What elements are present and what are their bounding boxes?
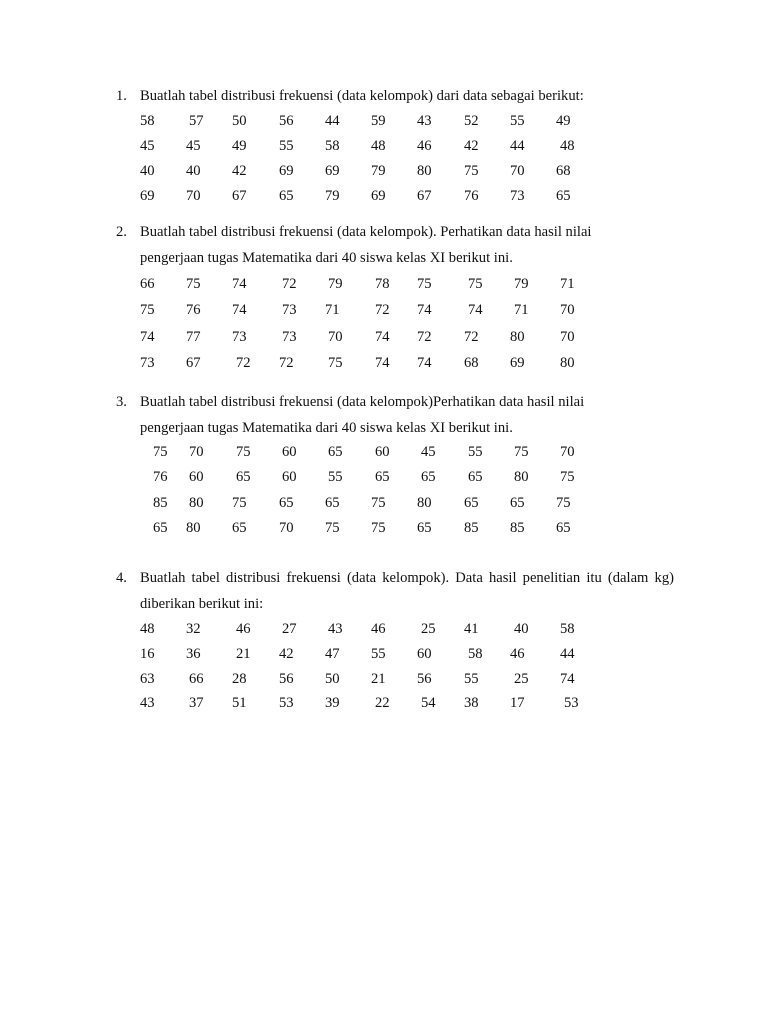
question-text: Buatlah tabel distribusi frekuensi (data kelompok). Perhatikan data hasil nilai bbox=[140, 224, 592, 240]
question-text: pengerjaan tugas Matematika dari 40 siswa kelas XI berikut ini. bbox=[140, 250, 513, 266]
data-value: 51 bbox=[232, 695, 247, 711]
data-value: 75 bbox=[464, 163, 479, 179]
data-value: 65 bbox=[464, 495, 479, 511]
data-value: 80 bbox=[186, 520, 201, 536]
data-value: 65 bbox=[232, 520, 247, 536]
data-value: 67 bbox=[232, 188, 247, 204]
data-value: 65 bbox=[417, 520, 432, 536]
data-value: 74 bbox=[417, 302, 432, 318]
data-value: 25 bbox=[514, 671, 529, 687]
data-value: 70 bbox=[560, 329, 575, 345]
data-row bbox=[0, 671, 768, 689]
data-value: 65 bbox=[375, 469, 390, 485]
data-row bbox=[0, 188, 768, 206]
data-value: 66 bbox=[189, 671, 204, 687]
data-value: 56 bbox=[417, 671, 432, 687]
data-value: 28 bbox=[232, 671, 247, 687]
data-value: 65 bbox=[510, 495, 525, 511]
data-value: 46 bbox=[236, 621, 251, 637]
data-value: 44 bbox=[560, 646, 575, 662]
data-value: 68 bbox=[464, 355, 479, 371]
data-value: 58 bbox=[468, 646, 483, 662]
data-value: 79 bbox=[514, 276, 529, 292]
data-value: 53 bbox=[564, 695, 579, 711]
data-value: 50 bbox=[325, 671, 340, 687]
data-row bbox=[0, 302, 768, 320]
data-value: 73 bbox=[232, 329, 247, 345]
data-value: 80 bbox=[417, 163, 432, 179]
data-value: 59 bbox=[371, 113, 386, 129]
data-value: 56 bbox=[279, 113, 294, 129]
data-value: 60 bbox=[417, 646, 432, 662]
data-value: 49 bbox=[232, 138, 247, 154]
data-value: 45 bbox=[140, 138, 155, 154]
data-value: 45 bbox=[421, 444, 436, 460]
data-value: 60 bbox=[189, 469, 204, 485]
data-value: 70 bbox=[560, 302, 575, 318]
data-value: 46 bbox=[371, 621, 386, 637]
data-row bbox=[0, 695, 768, 713]
data-value: 72 bbox=[282, 276, 297, 292]
data-value: 67 bbox=[186, 355, 201, 371]
data-value: 43 bbox=[417, 113, 432, 129]
data-value: 70 bbox=[279, 520, 294, 536]
data-value: 67 bbox=[417, 188, 432, 204]
data-value: 42 bbox=[232, 163, 247, 179]
data-value: 65 bbox=[328, 444, 343, 460]
data-value: 60 bbox=[282, 469, 297, 485]
data-value: 75 bbox=[186, 276, 201, 292]
data-value: 47 bbox=[325, 646, 340, 662]
data-value: 65 bbox=[556, 188, 571, 204]
data-value: 73 bbox=[140, 355, 155, 371]
data-value: 48 bbox=[140, 621, 155, 637]
data-value: 60 bbox=[375, 444, 390, 460]
data-value: 65 bbox=[153, 520, 168, 536]
data-value: 39 bbox=[325, 695, 340, 711]
data-value: 70 bbox=[328, 329, 343, 345]
data-value: 44 bbox=[325, 113, 340, 129]
data-value: 76 bbox=[153, 469, 168, 485]
data-value: 50 bbox=[232, 113, 247, 129]
data-value: 72 bbox=[417, 329, 432, 345]
data-value: 74 bbox=[232, 302, 247, 318]
data-value: 68 bbox=[556, 163, 571, 179]
data-row bbox=[0, 276, 768, 294]
data-value: 75 bbox=[560, 469, 575, 485]
data-value: 70 bbox=[186, 188, 201, 204]
data-value: 25 bbox=[421, 621, 436, 637]
data-value: 71 bbox=[514, 302, 529, 318]
data-row bbox=[0, 495, 768, 513]
data-value: 21 bbox=[236, 646, 251, 662]
data-value: 80 bbox=[417, 495, 432, 511]
question-text: Buatlah tabel distribusi frekuensi (data kelompok)Perhatikan data hasil nilai bbox=[140, 394, 585, 410]
data-row bbox=[0, 621, 768, 639]
data-value: 75 bbox=[232, 495, 247, 511]
data-value: 63 bbox=[140, 671, 155, 687]
data-row bbox=[0, 520, 768, 538]
data-value: 75 bbox=[328, 355, 343, 371]
data-value: 65 bbox=[421, 469, 436, 485]
data-value: 80 bbox=[510, 329, 525, 345]
data-value: 58 bbox=[325, 138, 340, 154]
data-value: 85 bbox=[510, 520, 525, 536]
data-value: 76 bbox=[464, 188, 479, 204]
data-value: 65 bbox=[468, 469, 483, 485]
data-value: 52 bbox=[464, 113, 479, 129]
data-value: 32 bbox=[186, 621, 201, 637]
data-value: 46 bbox=[417, 138, 432, 154]
data-value: 42 bbox=[464, 138, 479, 154]
data-value: 54 bbox=[421, 695, 436, 711]
data-value: 76 bbox=[186, 302, 201, 318]
data-value: 70 bbox=[510, 163, 525, 179]
data-value: 71 bbox=[560, 276, 575, 292]
data-value: 74 bbox=[468, 302, 483, 318]
data-row bbox=[0, 469, 768, 487]
data-value: 80 bbox=[560, 355, 575, 371]
data-value: 79 bbox=[328, 276, 343, 292]
data-value: 55 bbox=[328, 469, 343, 485]
data-value: 49 bbox=[556, 113, 571, 129]
data-value: 58 bbox=[560, 621, 575, 637]
data-value: 16 bbox=[140, 646, 155, 662]
data-value: 66 bbox=[140, 276, 155, 292]
data-value: 73 bbox=[282, 329, 297, 345]
data-value: 44 bbox=[510, 138, 525, 154]
data-value: 69 bbox=[325, 163, 340, 179]
data-value: 53 bbox=[279, 695, 294, 711]
data-value: 55 bbox=[468, 444, 483, 460]
data-value: 69 bbox=[140, 188, 155, 204]
question-text: pengerjaan tugas Matematika dari 40 siswa kelas XI berikut ini. bbox=[140, 420, 513, 436]
data-value: 73 bbox=[510, 188, 525, 204]
data-value: 79 bbox=[325, 188, 340, 204]
data-value: 74 bbox=[417, 355, 432, 371]
data-value: 74 bbox=[375, 329, 390, 345]
question-number: 2. bbox=[116, 224, 127, 240]
data-value: 65 bbox=[279, 188, 294, 204]
data-value: 80 bbox=[189, 495, 204, 511]
data-value: 74 bbox=[560, 671, 575, 687]
data-value: 75 bbox=[417, 276, 432, 292]
data-value: 79 bbox=[371, 163, 386, 179]
data-value: 75 bbox=[325, 520, 340, 536]
data-value: 55 bbox=[279, 138, 294, 154]
data-value: 60 bbox=[282, 444, 297, 460]
data-value: 65 bbox=[236, 469, 251, 485]
data-value: 65 bbox=[325, 495, 340, 511]
data-value: 41 bbox=[464, 621, 479, 637]
data-row bbox=[0, 113, 768, 131]
data-value: 43 bbox=[328, 621, 343, 637]
data-value: 72 bbox=[279, 355, 294, 371]
question-text: Buatlah tabel distribusi frekuensi (data kelompok). Data hasil penelitian itu (dalam kg) bbox=[140, 570, 674, 586]
data-row bbox=[0, 355, 768, 373]
data-value: 75 bbox=[468, 276, 483, 292]
data-row bbox=[0, 444, 768, 462]
data-value: 45 bbox=[186, 138, 201, 154]
data-value: 38 bbox=[464, 695, 479, 711]
data-value: 65 bbox=[279, 495, 294, 511]
data-value: 74 bbox=[375, 355, 390, 371]
data-value: 17 bbox=[510, 695, 525, 711]
data-value: 58 bbox=[140, 113, 155, 129]
data-value: 40 bbox=[186, 163, 201, 179]
question-number: 1. bbox=[116, 88, 127, 104]
data-value: 57 bbox=[189, 113, 204, 129]
question-text: Buatlah tabel distribusi frekuensi (data kelompok) dari data sebagai berikut: bbox=[140, 88, 584, 104]
data-value: 37 bbox=[189, 695, 204, 711]
data-value: 56 bbox=[279, 671, 294, 687]
data-value: 72 bbox=[236, 355, 251, 371]
data-value: 85 bbox=[153, 495, 168, 511]
data-value: 22 bbox=[375, 695, 390, 711]
data-value: 55 bbox=[464, 671, 479, 687]
data-value: 21 bbox=[371, 671, 386, 687]
data-row bbox=[0, 646, 768, 664]
question-text: diberikan berikut ini: bbox=[140, 596, 264, 612]
data-value: 70 bbox=[560, 444, 575, 460]
data-value: 40 bbox=[140, 163, 155, 179]
data-value: 40 bbox=[514, 621, 529, 637]
data-value: 77 bbox=[186, 329, 201, 345]
data-value: 75 bbox=[514, 444, 529, 460]
data-value: 75 bbox=[556, 495, 571, 511]
data-row bbox=[0, 138, 768, 156]
data-value: 70 bbox=[189, 444, 204, 460]
data-value: 75 bbox=[371, 495, 386, 511]
data-value: 71 bbox=[325, 302, 340, 318]
data-value: 55 bbox=[510, 113, 525, 129]
data-value: 74 bbox=[140, 329, 155, 345]
data-value: 75 bbox=[153, 444, 168, 460]
data-value: 55 bbox=[371, 646, 386, 662]
data-value: 75 bbox=[236, 444, 251, 460]
data-row bbox=[0, 163, 768, 181]
data-value: 80 bbox=[514, 469, 529, 485]
data-value: 69 bbox=[371, 188, 386, 204]
data-value: 65 bbox=[556, 520, 571, 536]
data-value: 72 bbox=[464, 329, 479, 345]
question-number: 3. bbox=[116, 394, 127, 410]
data-value: 75 bbox=[140, 302, 155, 318]
data-value: 42 bbox=[279, 646, 294, 662]
data-value: 48 bbox=[560, 138, 575, 154]
data-row bbox=[0, 329, 768, 347]
data-value: 78 bbox=[375, 276, 390, 292]
data-value: 85 bbox=[464, 520, 479, 536]
data-value: 73 bbox=[282, 302, 297, 318]
data-value: 75 bbox=[371, 520, 386, 536]
data-value: 69 bbox=[279, 163, 294, 179]
data-value: 69 bbox=[510, 355, 525, 371]
data-value: 43 bbox=[140, 695, 155, 711]
data-value: 48 bbox=[371, 138, 386, 154]
data-value: 72 bbox=[375, 302, 390, 318]
data-value: 74 bbox=[232, 276, 247, 292]
data-value: 46 bbox=[510, 646, 525, 662]
data-value: 27 bbox=[282, 621, 297, 637]
data-value: 36 bbox=[186, 646, 201, 662]
question-number: 4. bbox=[116, 570, 127, 586]
